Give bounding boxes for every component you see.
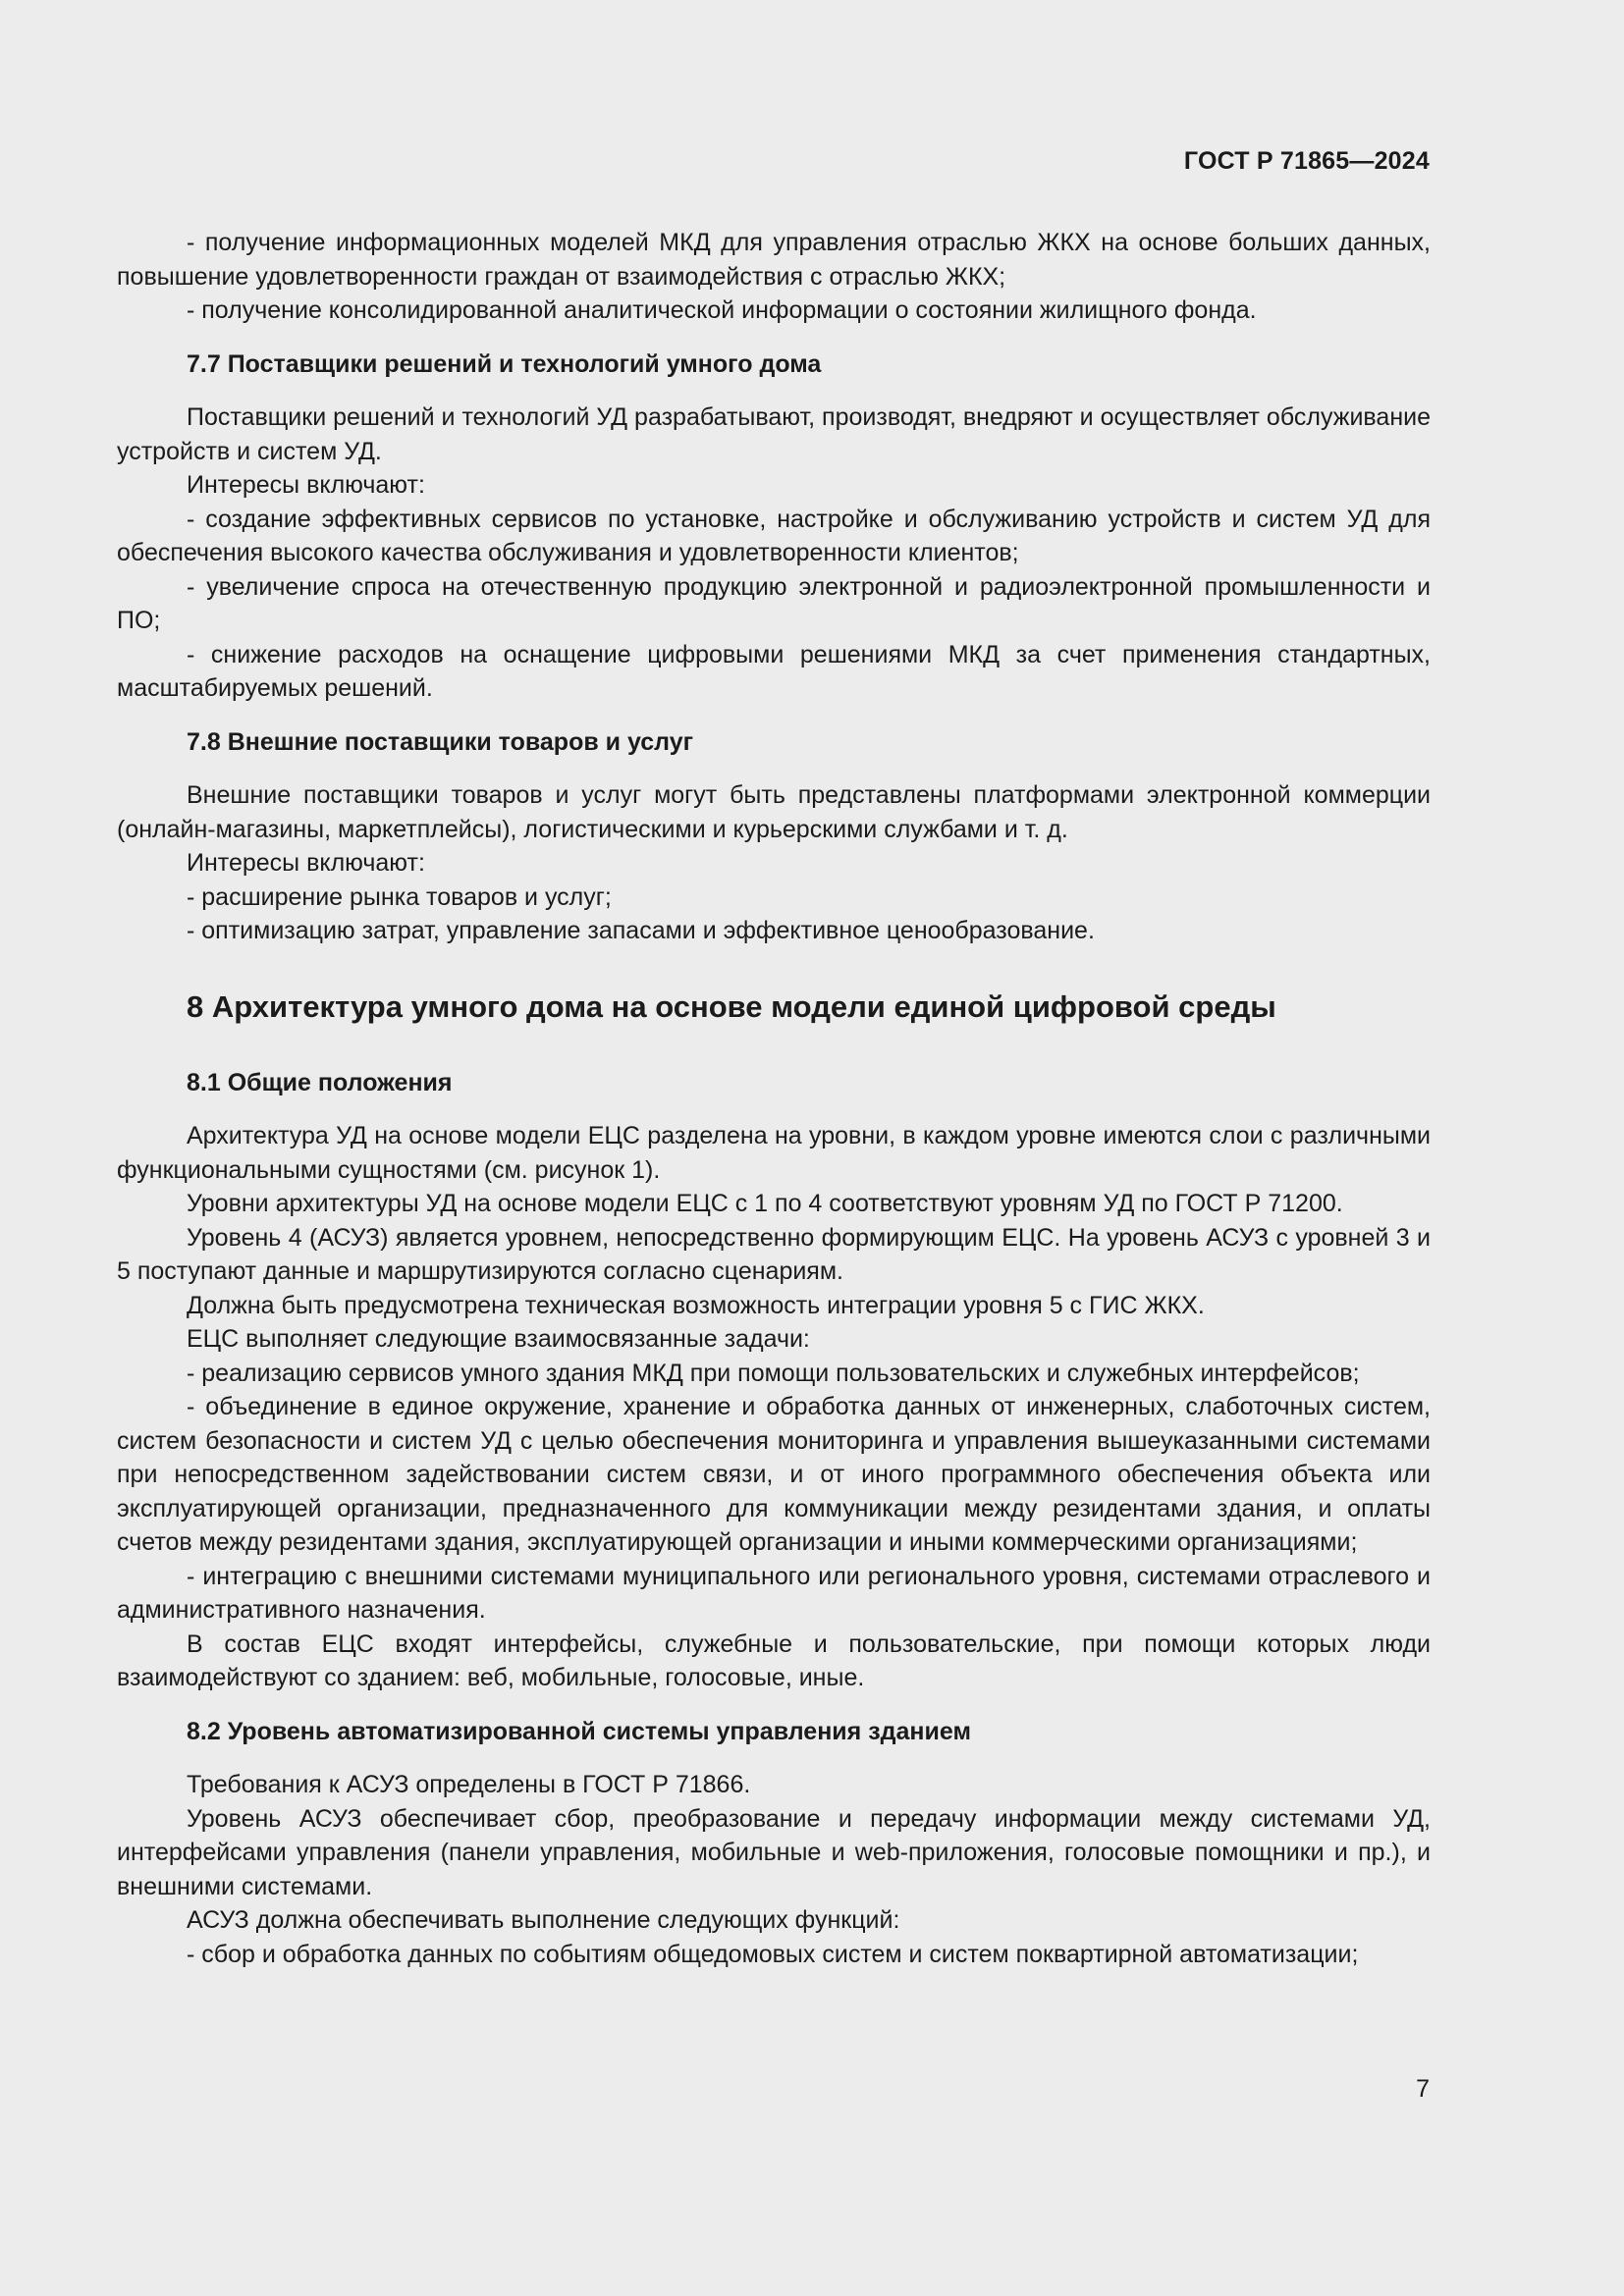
section-8-1-paragraph: ЕЦС выполняет следующие взаимосвязанные задачи: (187, 1325, 810, 1353)
section-7-7-list-item: - снижение расходов на оснащение цифровыми решениями МКД за счет применения стандартных, масштабируемых решений. (117, 640, 1431, 702)
document-code-header: ГОСТ Р 71865—2024 (1183, 147, 1430, 175)
section-8-2-paragraph: АСУЗ должна обеспечивать выполнение следующих функций: (187, 1906, 900, 1934)
section-8-2-paragraph: Уровень АСУЗ обеспечивает сбор, преобразование и передачу информации между системами УД, интерфейсами управления (панели управления, мобильные и web-приложения, голосовые помощники и пр.), и внешними системами. (117, 1804, 1431, 1900)
section-8-heading: 8 Архитектура умного дома на основе модели единой цифровой среды (187, 988, 1276, 1024)
section-7-8-paragraph: Интересы включают: (187, 849, 425, 877)
section-8-1-paragraph: Архитектура УД на основе модели ЕЦС разделена на уровни, в каждом уровне имеются слои с различными функциональными сущностями (см. рисунок 1). (117, 1122, 1431, 1184)
section-7-7-paragraph: Интересы включают: (187, 471, 425, 499)
section-8-1-paragraph: Уровни архитектуры УД на основе модели ЕЦС с 1 по 4 соответствуют уровням УД по ГОСТ Р 71200. (187, 1190, 1343, 1217)
section-8-1-list-item: - интеграцию с внешними системами муниципального или регионального уровня, системами отраслевого и административного назначения. (117, 1562, 1431, 1624)
section-7-7-paragraph: Поставщики решений и технологий УД разрабатывают, производят, внедряют и осуществляет обслуживание устройств и систем УД. (117, 403, 1431, 465)
page-number: 7 (1416, 2075, 1430, 2103)
section-8-1-paragraph: В состав ЕЦС входят интерфейсы, служебные и пользовательские, при помощи которых люди взаимодействуют со зданием: веб, мобильные, голосовые, иные. (117, 1629, 1431, 1691)
section-8-1-heading: 8.1 Общие положения (187, 1068, 453, 1096)
section-7-7-list-item: - создание эффективных сервисов по установке, настройке и обслуживанию устройств и систем УД для обеспечения высокого качества обслуживания и удовлетворенности клиентов; (117, 505, 1431, 566)
intro-list-item: - получение информационных моделей МКД для управления отраслью ЖКХ на основе больших данных, повышение удовлетворенности граждан от взаимодействия с отраслью ЖКХ; (117, 229, 1431, 291)
section-8-1-paragraph: Должна быть предусмотрена техническая возможность интеграции уровня 5 с ГИС ЖКХ. (187, 1291, 1205, 1319)
section-7-8-list-item: - расширение рынка товаров и услуг; (187, 882, 612, 911)
section-8-2-heading: 8.2 Уровень автоматизированной системы управления зданием (187, 1717, 971, 1745)
section-7-8-paragraph: Внешние поставщики товаров и услуг могут быть представлены платформами электронной коммерции (онлайн-магазины, маркетплейсы), логистическими и курьерскими службами и т. д. (117, 781, 1431, 843)
section-8-2-paragraph: Требования к АСУЗ определены в ГОСТ Р 71866. (187, 1771, 751, 1798)
page-body (117, 226, 1431, 1971)
intro-list-item: - получение консолидированной аналитической информации о состоянии жилищного фонда. (187, 296, 1257, 324)
section-8-2-list-item: - сбор и обработка данных по событиям общедомовых систем и систем поквартирной автоматизации; (187, 1940, 1359, 1968)
section-7-7-list-item: - увеличение спроса на отечественную продукцию электронной и радиоэлектронной промышленности и ПО; (117, 572, 1431, 634)
section-7-8-list-item: - оптимизацию затрат, управление запасами и эффективное ценообразование. (187, 917, 1095, 944)
section-8-1-list-item: - объединение в единое окружение, хранение и обработка данных от инженерных, слаботочных систем, систем безопасности и систем УД с целью обеспечения мониторинга и управления вышеуказанными системами при непосредственном задействовании систем связи, и от иного программного обеспечения объекта или эксплуатирующей организации, предназначенного для коммуникации между резидентами здания, и оплаты счетов между резидентами здания, эксплуатирующей организации и иными коммерческими организациями; (117, 1393, 1431, 1556)
section-8-1-paragraph: Уровень 4 (АСУЗ) является уровнем, непосредственно формирующим ЕЦС. На уровень АСУЗ с уровней 3 и 5 поступают данные и маршрутизируются согласно сценариям. (117, 1223, 1431, 1285)
section-8-1-list-item: - реализацию сервисов умного здания МКД при помощи пользовательских и служебных интерфейсов; (187, 1359, 1360, 1387)
section-7-7-heading: 7.7 Поставщики решений и технологий умного дома (187, 349, 822, 378)
section-7-8-heading: 7.8 Внешние поставщики товаров и услуг (187, 727, 694, 756)
